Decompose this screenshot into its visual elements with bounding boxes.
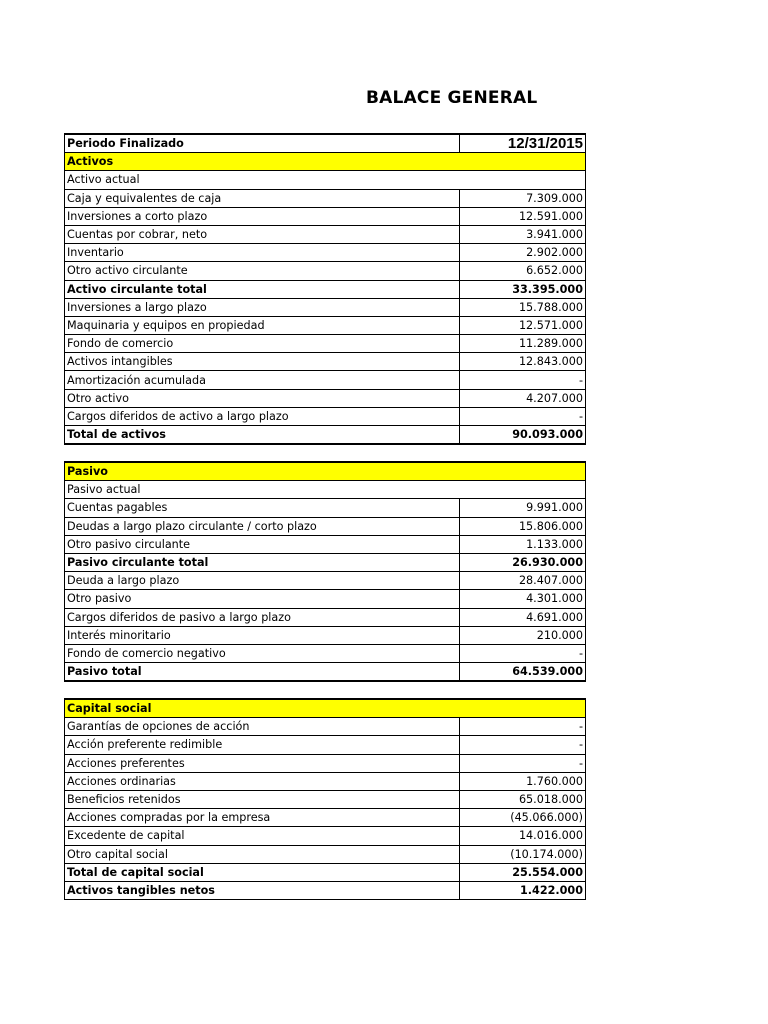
period-date[interactable]: 12/31/2015: [460, 134, 586, 153]
row-label[interactable]: Activos tangibles netos: [65, 881, 460, 899]
empty-cell[interactable]: [460, 481, 586, 499]
row-value[interactable]: 4.691.000: [460, 608, 586, 626]
row-value[interactable]: 12.843.000: [460, 353, 586, 371]
table-row: [65, 790, 586, 808]
row-label[interactable]: Caja y equivalentes de caja: [65, 189, 460, 207]
row-label[interactable]: Total de activos: [65, 426, 460, 445]
table-row: [65, 608, 586, 626]
row-value[interactable]: 15.806.000: [460, 517, 586, 535]
section-header-capital: [65, 699, 586, 718]
empty-cell[interactable]: [460, 462, 586, 481]
subtotal-row: [65, 280, 586, 298]
row-value[interactable]: 15.788.000: [460, 298, 586, 316]
liabilities-table: [64, 461, 586, 682]
row-label[interactable]: Inventario: [65, 244, 460, 262]
row-label[interactable]: Garantías de opciones de acción: [65, 718, 460, 736]
table-row: [65, 335, 586, 353]
row-value[interactable]: 9.991.000: [460, 499, 586, 517]
total-row: [65, 426, 586, 445]
table-row: [65, 298, 586, 316]
row-value[interactable]: 64.539.000: [460, 663, 586, 682]
table-row: [65, 189, 586, 207]
row-value[interactable]: 14.016.000: [460, 827, 586, 845]
table-row: [65, 389, 586, 407]
table-row: [65, 407, 586, 425]
row-value[interactable]: 11.289.000: [460, 335, 586, 353]
table-row: [65, 809, 586, 827]
row-label[interactable]: Interés minoritario: [65, 626, 460, 644]
row-label[interactable]: Pasivo total: [65, 663, 460, 682]
row-value[interactable]: 33.395.000: [460, 280, 586, 298]
section-header-pasivo: [65, 462, 586, 481]
row-label[interactable]: Activos intangibles: [65, 353, 460, 371]
table-row: [65, 225, 586, 243]
table-row: [65, 535, 586, 553]
row-label[interactable]: Cargos diferidos de pasivo a largo plazo: [65, 608, 460, 626]
subheader-row: [65, 481, 586, 499]
row-value[interactable]: 210.000: [460, 626, 586, 644]
row-value[interactable]: 2.902.000: [460, 244, 586, 262]
empty-cell[interactable]: [460, 153, 586, 171]
row-value[interactable]: 28.407.000: [460, 572, 586, 590]
table-row: [65, 644, 586, 662]
row-label[interactable]: Otro activo circulante: [65, 262, 460, 280]
row-label[interactable]: Acciones ordinarias: [65, 772, 460, 790]
row-label[interactable]: Excedente de capital: [65, 827, 460, 845]
row-value[interactable]: (45.066.000): [460, 809, 586, 827]
total-row: [65, 663, 586, 682]
row-value[interactable]: 26.930.000: [460, 553, 586, 571]
table-row: [65, 736, 586, 754]
row-label[interactable]: Maquinaria y equipos en propiedad: [65, 316, 460, 334]
subtotal-row: [65, 553, 586, 571]
empty-cell[interactable]: [460, 171, 586, 189]
table-row: [65, 316, 586, 334]
section-title[interactable]: Pasivo: [65, 462, 460, 481]
row-label[interactable]: Otro capital social: [65, 845, 460, 863]
row-label[interactable]: Fondo de comercio: [65, 335, 460, 353]
period-label[interactable]: Periodo Finalizado: [65, 134, 460, 153]
subheader-label[interactable]: Pasivo actual: [65, 481, 460, 499]
row-label[interactable]: Deudas a largo plazo circulante / corto plazo: [65, 517, 460, 535]
table-row: [65, 517, 586, 535]
row-label[interactable]: Activo circulante total: [65, 280, 460, 298]
subheader-label[interactable]: Activo actual: [65, 171, 460, 189]
table-row: [65, 499, 586, 517]
table-row: [65, 572, 586, 590]
row-label[interactable]: Total de capital social: [65, 863, 460, 881]
table-row: [65, 353, 586, 371]
row-value[interactable]: 3.941.000: [460, 225, 586, 243]
row-label[interactable]: Cuentas pagables: [65, 499, 460, 517]
row-label[interactable]: Fondo de comercio negativo: [65, 644, 460, 662]
row-value[interactable]: 12.571.000: [460, 316, 586, 334]
row-value[interactable]: 4.207.000: [460, 389, 586, 407]
row-value[interactable]: (10.174.000): [460, 845, 586, 863]
row-value[interactable]: 65.018.000: [460, 790, 586, 808]
row-value[interactable]: 25.554.000: [460, 863, 586, 881]
subheader-row: [65, 171, 586, 189]
net-tangible-row: [65, 881, 586, 899]
table-row: [65, 590, 586, 608]
row-label[interactable]: Cuentas por cobrar, neto: [65, 225, 460, 243]
row-value[interactable]: 7.309.000: [460, 189, 586, 207]
row-value[interactable]: 90.093.000: [460, 426, 586, 445]
row-label[interactable]: Acción preferente redimible: [65, 736, 460, 754]
row-value[interactable]: -: [460, 736, 586, 754]
row-value[interactable]: 12.591.000: [460, 207, 586, 225]
table-row: [65, 207, 586, 225]
assets-table: [64, 133, 586, 445]
section-title[interactable]: Activos: [65, 153, 460, 171]
row-label[interactable]: Inversiones a corto plazo: [65, 207, 460, 225]
total-row: [65, 863, 586, 881]
row-label[interactable]: Cargos diferidos de activo a largo plazo: [65, 407, 460, 425]
row-value[interactable]: 1.760.000: [460, 772, 586, 790]
table-row: [65, 827, 586, 845]
table-row: [65, 718, 586, 736]
row-value[interactable]: 1.422.000: [460, 881, 586, 899]
table-row: [65, 262, 586, 280]
table-row: [65, 371, 586, 389]
equity-table: [64, 698, 586, 900]
period-row: [65, 134, 586, 153]
section-header-activos: [65, 153, 586, 171]
row-label[interactable]: Beneficios retenidos: [65, 790, 460, 808]
row-label[interactable]: Otro pasivo: [65, 590, 460, 608]
table-row: [65, 845, 586, 863]
table-row: [65, 754, 586, 772]
empty-cell[interactable]: [460, 699, 586, 718]
table-row: [65, 626, 586, 644]
row-label[interactable]: Pasivo circulante total: [65, 553, 460, 571]
row-value[interactable]: 4.301.000: [460, 590, 586, 608]
row-label[interactable]: Otro activo: [65, 389, 460, 407]
row-label[interactable]: Amortización acumulada: [65, 371, 460, 389]
row-value[interactable]: 1.133.000: [460, 535, 586, 553]
row-label[interactable]: Inversiones a largo plazo: [65, 298, 460, 316]
table-row: [65, 772, 586, 790]
page-title: BALACE GENERAL: [366, 88, 538, 108]
row-label[interactable]: Deuda a largo plazo: [65, 572, 460, 590]
row-value[interactable]: -: [460, 371, 586, 389]
row-value[interactable]: -: [460, 718, 586, 736]
row-label[interactable]: Acciones preferentes: [65, 754, 460, 772]
row-value[interactable]: -: [460, 407, 586, 425]
section-title[interactable]: Capital social: [65, 699, 460, 718]
row-label[interactable]: Otro pasivo circulante: [65, 535, 460, 553]
row-value[interactable]: -: [460, 644, 586, 662]
table-row: [65, 244, 586, 262]
row-value[interactable]: -: [460, 754, 586, 772]
row-value[interactable]: 6.652.000: [460, 262, 586, 280]
row-label[interactable]: Acciones compradas por la empresa: [65, 809, 460, 827]
